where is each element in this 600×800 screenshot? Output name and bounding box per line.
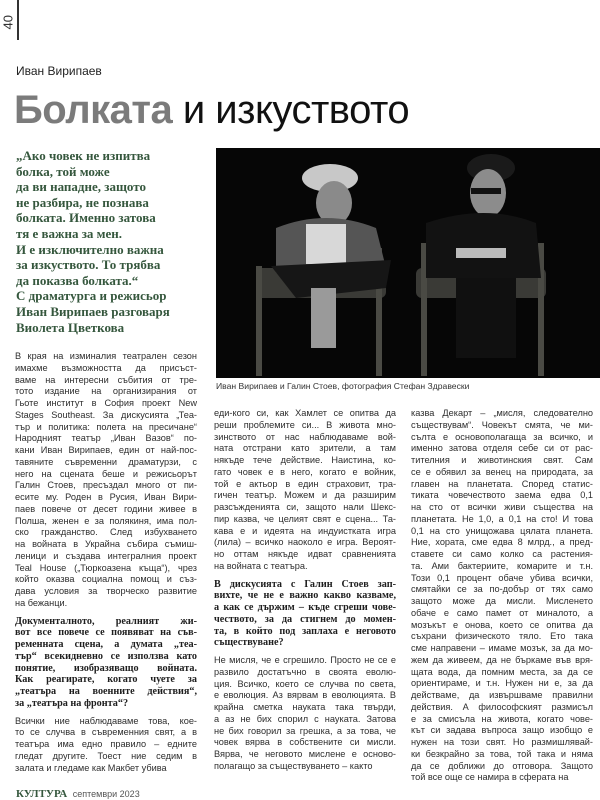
text-line: Ние, хората, сме едва 8 млрд., а пред- [411,537,593,548]
interview-question [15,616,197,710]
text-line: Не мисля, че е сгрешило. Просто не се е [214,655,396,665]
paragraph [214,408,396,573]
text-line: човек вярва в собствените си мисли. [214,737,396,748]
text-line: кава е и идеята на индуистката игра [214,525,396,536]
text-line: казва Декарт – „мисля, следователно [411,408,593,418]
column-2 [214,408,396,779]
pull-quote-line: да ви нападне, защото [16,179,146,195]
text-line: развило достатъчно в своята еволю- [214,666,396,677]
paragraph [411,408,593,784]
text-line: имахме възможността да присъст- [15,362,197,373]
text-line: гледат другите. Тоест ние седим в [15,750,197,761]
text-line: той е актьор в един страховит, тра- [214,478,396,489]
text-line: някъде тече действие. Наистина, ко- [214,455,396,465]
text-line: вот все повече се появяват на съв- [15,627,197,639]
text-line: на войната в Украйна събира съмиш- [15,539,197,549]
title-bold: Болката [14,88,173,132]
text-line: действия. А философският размисъл [411,701,593,712]
text-line: то се случва в съвременния свят, а в [15,727,197,738]
issue-date: септември 2023 [72,789,140,799]
text-line: Как реагирате, когато чуете за [15,674,197,686]
text-line: Teal House („Тюркоазена къща“), чрез [15,562,197,573]
text-line: дава условия за творческо развитие [15,586,197,596]
text-line: щата вода, да помним места, за да се [411,666,593,677]
text-line: мозъкът е онова, което се опитва да [411,619,593,630]
text-line: а как се държим – къде сгреши чове- [214,602,396,613]
text-line: В края на изминалия театрален сезон [15,351,197,361]
text-line: Гьоте институт в София проект New [15,398,197,408]
text-line: тиката човечеството заема едва 0,1 [411,490,593,501]
text-line: главен на планетата. Според статис- [411,478,593,489]
text-line: кът си задава въпроса защо изобщо е [411,725,593,736]
text-line: на войната с театъра. [214,560,308,571]
text-line: него на сцената беше и режисьорът [15,468,197,479]
text-line: Този 0,1 процент обаче убива всички, [411,572,593,583]
text-line: чеството, за да стигнем до момен- [214,613,396,625]
photo-two-men-on-stage [216,148,600,378]
text-line: театъра има едно правило – едните [15,739,197,749]
column-3 [411,408,593,790]
text-line: пир казва, че целият свят е сцена... Та- [214,513,396,524]
text-line: сълта е основополагаща за всичко, и [411,431,593,442]
text-line: тото издание на организирания от [15,386,197,397]
pull-quote-line: за изкуството. То трябва [16,257,161,273]
pull-quote-line: Виолета Цветкова [16,319,125,335]
article-author: Иван Вирипаев [16,64,102,78]
text-line: но оттам някъде идват сравненията [214,549,396,559]
text-line: зинството от нас наблюдаваме вой- [214,431,396,442]
text-line: обаче е само памет от миналото, а [411,607,593,618]
text-line: а аз не бих спорил с науката. Затова [214,713,396,724]
text-line: В дискусията с Галин Стоев зап- [214,578,396,590]
text-line: смятайки се за по-добър от тях само [411,584,593,595]
text-line: нужен на този свят. Но размишлявай- [411,737,593,747]
text-line: (лила) – всичко наоколо е игра. Вероят- [214,537,396,548]
text-line: ната отстрани като зрители, а там [214,443,396,454]
text-line: тителния и животинския свят. Сам [411,455,593,465]
text-line: ско гражданство. След избухването [15,527,197,538]
text-line: Stages Southeast. За дискусията „Теа- [15,409,197,420]
photo-caption: Иван Вирипаев и Галин Стоев, фотография Стефан Здравески [216,381,470,391]
text-line: именно затова отделя себе си от рас- [411,443,593,454]
text-line: ставете си само колко са растения- [411,549,593,559]
text-line: есите му. Роден в Русия, Иван Вири- [15,492,197,502]
title-rest: и изкуството [172,88,410,132]
text-line: се е обявил за венец на природата, за [411,466,593,477]
text-line: ваме на интересни събития от тре- [15,374,197,385]
pull-quote-line: да показва болката.“ [16,272,139,288]
text-line: полагащо за съществуването – както [214,760,373,771]
page-number: 40 [0,15,16,30]
page-number-rule [17,0,19,40]
text-line: не бих говорил за грешка, а за това, че [214,725,396,736]
text-line: ки безкрайно за това, той така и няма [411,748,593,759]
text-line: гато човек е в него, когато е войник, [214,466,396,477]
text-line: та, в който под заплаха е неговото [214,625,396,637]
text-line: леници и създава интегралния проект [15,550,197,561]
text-line: залата и гледаме как Макбет убива [15,762,167,773]
interview-question [214,579,396,650]
pull-quote-line: не разбира, не познава [16,194,149,210]
text-line: жем да живеем, да не бъркаме във вря- [411,654,593,665]
text-line: та. Ами бактериите, комарите и т.н. [411,560,593,571]
magazine-name: КУЛТУРА [16,788,68,800]
text-line: ция. Всичко, което се случва по света, [214,678,396,689]
text-line: реши проблемите си... В живота мно- [214,419,396,430]
pull-quote-line: болката. Именно затова [16,210,156,226]
paragraph [15,351,197,610]
text-line: паев повече от десет години живее в [15,503,197,514]
text-line: планетата. Не 1,0, а 0,1 на сто! И това [411,513,593,524]
text-line: еди-кого си, как Хамлет се опитва да [214,408,396,418]
text-line: съществувам“. Човекът смята, че ми- [411,419,593,430]
text-line: Документалното, реалният жи- [15,615,197,627]
pull-quote-line: „Ако човек не изпитва [16,148,151,163]
text-line: съществуване? [214,637,284,649]
text-line: разсъжденията си, защото нали Шекс- [214,502,396,512]
pull-quote-line: тя е важна за мен. [16,225,123,241]
text-line: Галин Стоев, пресъздал много от пи- [15,480,197,491]
text-line: който оказва социална помощ и съз- [15,574,197,585]
text-line: защото може да мисли. Мисленето [411,596,593,606]
article-title [14,88,409,132]
text-line: действаме, да извършваме правилни [411,690,593,700]
text-line: Народният театър „Иван Вазов“ по- [15,433,197,444]
text-line: тър“ всекидневно се използва като [15,650,197,662]
text-line: тавяните съвременни драматурзи, с [15,456,197,467]
text-line: 0,1 на сто унищожава цялата планета. [411,525,593,536]
article-photo [216,148,600,378]
pull-quote [16,148,212,335]
pull-quote-line: И е изключително важна [16,241,164,257]
text-line: ременната сцена, а думата „теа- [15,639,197,650]
column-1 [15,351,197,780]
text-line: Полша, женен е за полякиня, има пол- [15,515,197,526]
text-line: тър и политика: полета на пресичане“ [15,421,197,432]
text-line: е еволюция. Аз вярвам в еволюцията. В [214,690,396,701]
text-line: е за смисъла на живота, когато чове- [411,713,593,724]
text-line: сме направени – имаме мозък, за да мо- [411,643,593,653]
text-line: „театъра на военните действия“, [15,686,197,697]
text-line: да се доближи до отговора. Защото [411,760,593,771]
paragraph [214,655,396,773]
text-line: той все още се намира в сферата на [411,772,569,783]
pull-quote-line: болка, той може [16,163,110,179]
text-line: вихте, че не е важно какво казваме, [214,590,396,602]
footer [16,788,140,800]
text-line: за „театъра на фронта“? [15,697,129,709]
text-line: Всички ние наблюдаваме това, кое- [15,715,197,726]
text-line: Вярва, че неговото мислене е осново- [214,749,396,759]
text-line: на бежанци. [15,597,68,608]
pull-quote-line: Иван Вирипаев разговаря [16,303,170,319]
paragraph [15,716,197,775]
pull-quote-line: С драматурга и режисьор [16,288,167,304]
text-line: на сто от всички живи същества на [411,502,593,512]
text-line: гичен театър. Можем и да разширим [214,490,396,501]
text-line: кани Иван Вирипаев, един от най-пос- [15,445,197,455]
text-line: крайна сметка науката така твърди, [214,702,396,712]
text-line: понятие, изобразяващо войната. [15,662,197,674]
text-line: ориентираме, и т.н. Нужен ни е, за да [411,678,593,689]
text-line: съхрани физическото тяло. Ето така [411,631,593,642]
